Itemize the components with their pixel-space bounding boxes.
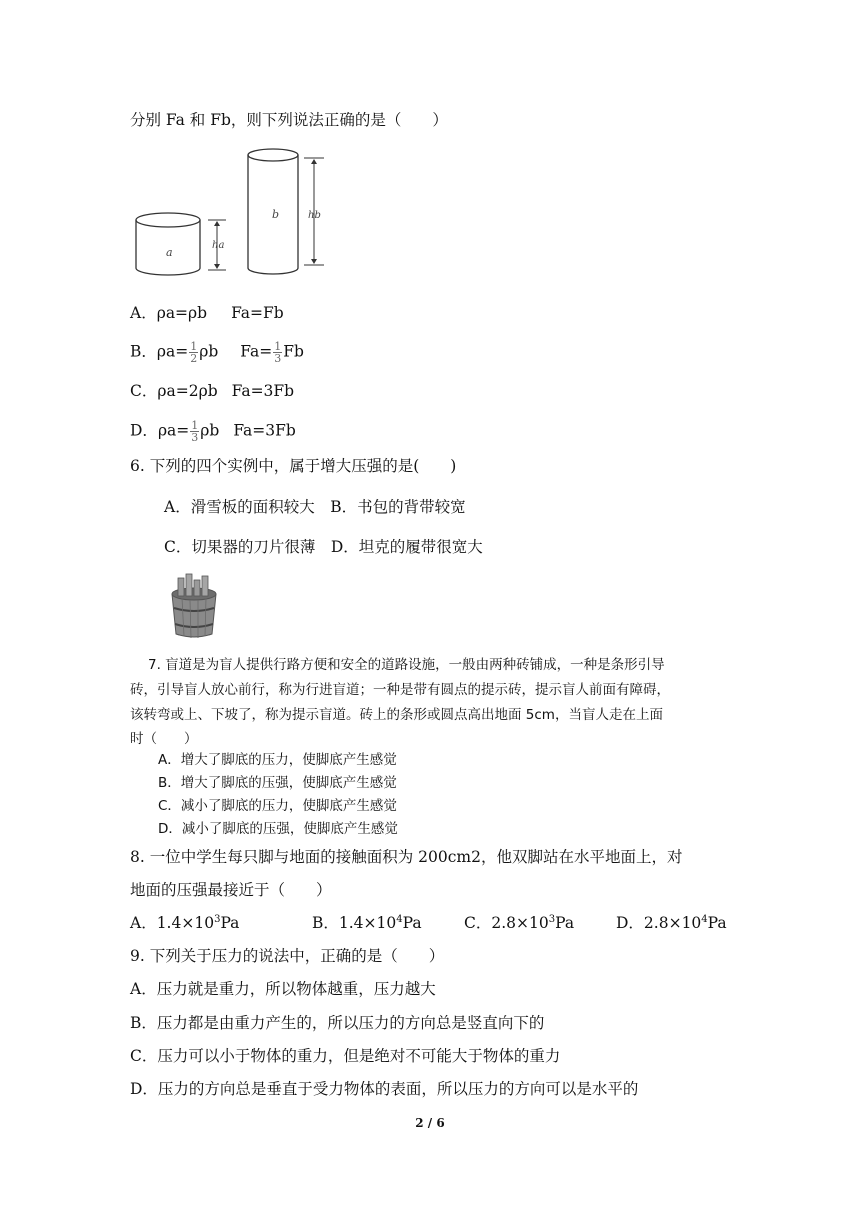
fraction: $\frac{1}{3}$	[191, 419, 199, 444]
q7-line4: 时（ ）	[130, 731, 198, 747]
q6-options-row2: C．切果器的刀片很薄 D．坦克的履带很宽大	[164, 538, 483, 556]
page-number: 2 / 6	[415, 1116, 445, 1130]
bucket-icon	[164, 572, 224, 640]
q9-option-a: A．压力就是重力，所以物体越重，压力越大	[130, 980, 436, 998]
q5-option-b: B．ρa= $\frac{1}{2}$ ρb Fa= $\frac{1}{3}$ Fb	[130, 340, 304, 365]
q7-option-b: B．增大了脚底的压强，使脚底产生感觉	[158, 775, 397, 791]
q5-cylinders-figure	[128, 140, 338, 280]
q7-line2: 砖，引导盲人放心前行，称为行进盲道；一种是带有圆点的提示砖，提示盲人前面有障碍，	[130, 682, 670, 698]
label-b: b	[272, 208, 280, 221]
q9-option-c: C．压力可以小于物体的重力，但是绝对不可能大于物体的重力	[130, 1047, 561, 1065]
q8-option-b: B．$1.4\times 10^4Pa$	[312, 913, 422, 932]
q8-option-d: D．$2.8\times 10^4Pa$	[616, 913, 727, 932]
q8-line2: 地面的压强最接近于（ ）	[130, 881, 332, 899]
label-a: a	[166, 246, 173, 259]
q6-stem: 6. 下列的四个实例中，属于增大压强的是( )	[130, 457, 457, 475]
q7-option-a: A．增大了脚底的压力，使脚底产生感觉	[158, 752, 397, 768]
q6-options-row1: A．滑雪板的面积较大 B．书包的背带较宽	[164, 498, 466, 516]
q8-line1: 8. 一位中学生每只脚与地面的接触面积为 200cm2，他双脚站在水平地面上，对	[130, 848, 683, 866]
q5-stem: 分别 Fa 和 Fb，则下列说法正确的是（ ）	[130, 111, 448, 129]
label-ha: ha	[212, 240, 225, 251]
q8-option-c: C．$2.8\times 10^3Pa$	[464, 913, 575, 932]
q7-line1: 7. 盲道是为盲人提供行路方便和安全的道路设施，一般由两种砖铺成，一种是条形引导	[148, 657, 665, 673]
q5-option-c: C．ρa=2ρb Fa=3Fb	[130, 382, 295, 400]
q7-line3: 该转弯或上、下坡了，称为提示盲道。砖上的条形或圆点高出地面 5cm，当盲人走在上面	[130, 707, 663, 723]
q7-option-d: D．减小了脚底的压强，使脚底产生感觉	[158, 821, 398, 837]
q9-option-d: D．压力的方向总是垂直于受力物体的表面，所以压力的方向可以是水平的	[130, 1080, 639, 1098]
label-hb: hb	[308, 210, 321, 221]
q8-option-a: A．$1.4\times 10^3Pa$	[130, 913, 240, 932]
q7-option-c: C．减小了脚底的压力，使脚底产生感觉	[158, 798, 397, 814]
q9-stem: 9. 下列关于压力的说法中，正确的是（ ）	[130, 947, 445, 965]
fraction: $\frac{1}{2}$	[190, 340, 198, 365]
q5-option-d: D．ρa= $\frac{1}{3}$ ρb Fa=3Fb	[130, 419, 296, 444]
fraction: $\frac{1}{3}$	[274, 340, 282, 365]
q9-option-b: B．压力都是由重力产生的，所以压力的方向总是竖直向下的	[130, 1014, 545, 1032]
q5-option-a: A．ρa=ρb Fa=Fb	[130, 304, 284, 322]
